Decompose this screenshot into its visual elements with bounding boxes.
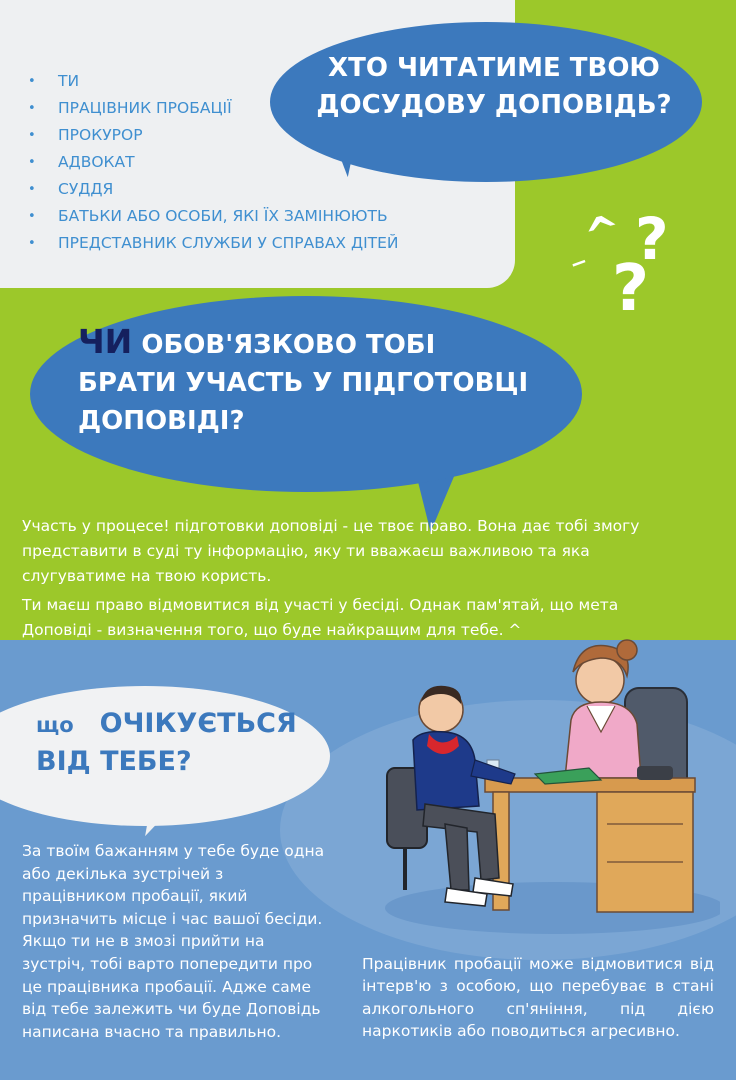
paragraph-meetings: За твоїм бажанням у тебе буде одна або декілька зустрічей з працівником пробації, який призначить місце і час вашої бесіди. Якщо ти не в змозі прийти на зустріч, тобі варто попередити про це працівника пробації. Адже саме від тебе залежить чи буде Доповідь написана вчасно та правильно. xyxy=(22,842,325,1041)
question-obligation: ЧИ ОБОВ'ЯЗКОВО ТОБІ БРАТИ УЧАСТЬ У ПІДГОТОВЦІ ДОПОВІДІ? xyxy=(78,322,529,436)
bullet: • xyxy=(28,74,36,89)
bullet: • xyxy=(28,209,36,224)
bullet: • xyxy=(28,182,36,197)
question-mark-icon: ? xyxy=(635,205,669,273)
list-item: • ПРЕДСТАВНИК СЛУЖБИ У СПРАВАХ ДІТЕЙ xyxy=(28,230,399,257)
paragraph-refuse-right: Ти маєш право відмовитися від участі у бесіді. Однак пам'ятай, що мета Доповіді - визначення того, що буде найкращим для тебе. ^ xyxy=(22,596,619,639)
list-item: • СУДДЯ xyxy=(28,176,399,203)
question-mark-icon: ? xyxy=(612,252,650,326)
list-item: • ПРОКУРОР xyxy=(28,122,399,149)
bullet: • xyxy=(28,155,36,170)
question-expectations-line2: ВІД ТЕБЕ? xyxy=(36,746,192,777)
dash-icon: ‾ xyxy=(571,256,594,290)
list-item: • ТИ xyxy=(28,68,399,95)
bullet: • xyxy=(28,236,36,251)
question-who-reads: ХТО ЧИТАТИМЕ ТВОЮ ДОСУДОВУ ДОПОВІДЬ? xyxy=(316,53,672,120)
paragraph-refusal-conditions: Працівник пробації може відмовитися від інтерв'ю з особою, що перебуває в стані алкогольного сп'яніння, під дією наркотиків або поводиться агресивно. xyxy=(362,955,714,1041)
question-expectations-line1: що ОЧІКУЄТЬСЯ xyxy=(36,708,297,739)
list-item: • БАТЬКИ АБО ОСОБИ, ЯКІ ЇХ ЗАМІНЮЮТЬ xyxy=(28,203,399,230)
bullet: • xyxy=(28,128,36,143)
list-item: • АДВОКАТ xyxy=(28,149,399,176)
caret-icon: ^ xyxy=(579,204,628,263)
list-item: • ПРАЦІВНИК ПРОБАЦІЇ xyxy=(28,95,399,122)
paragraph-participation-right: Участь у процесе! підготовки доповіді - це твоє право. Вона дає тобі змогу представити в суді ту інформацію, яку ти вважаєш важливою та яка слугуватиме на твою користь. xyxy=(22,517,640,585)
bullet: • xyxy=(28,101,36,116)
meeting-illustration xyxy=(375,628,720,938)
